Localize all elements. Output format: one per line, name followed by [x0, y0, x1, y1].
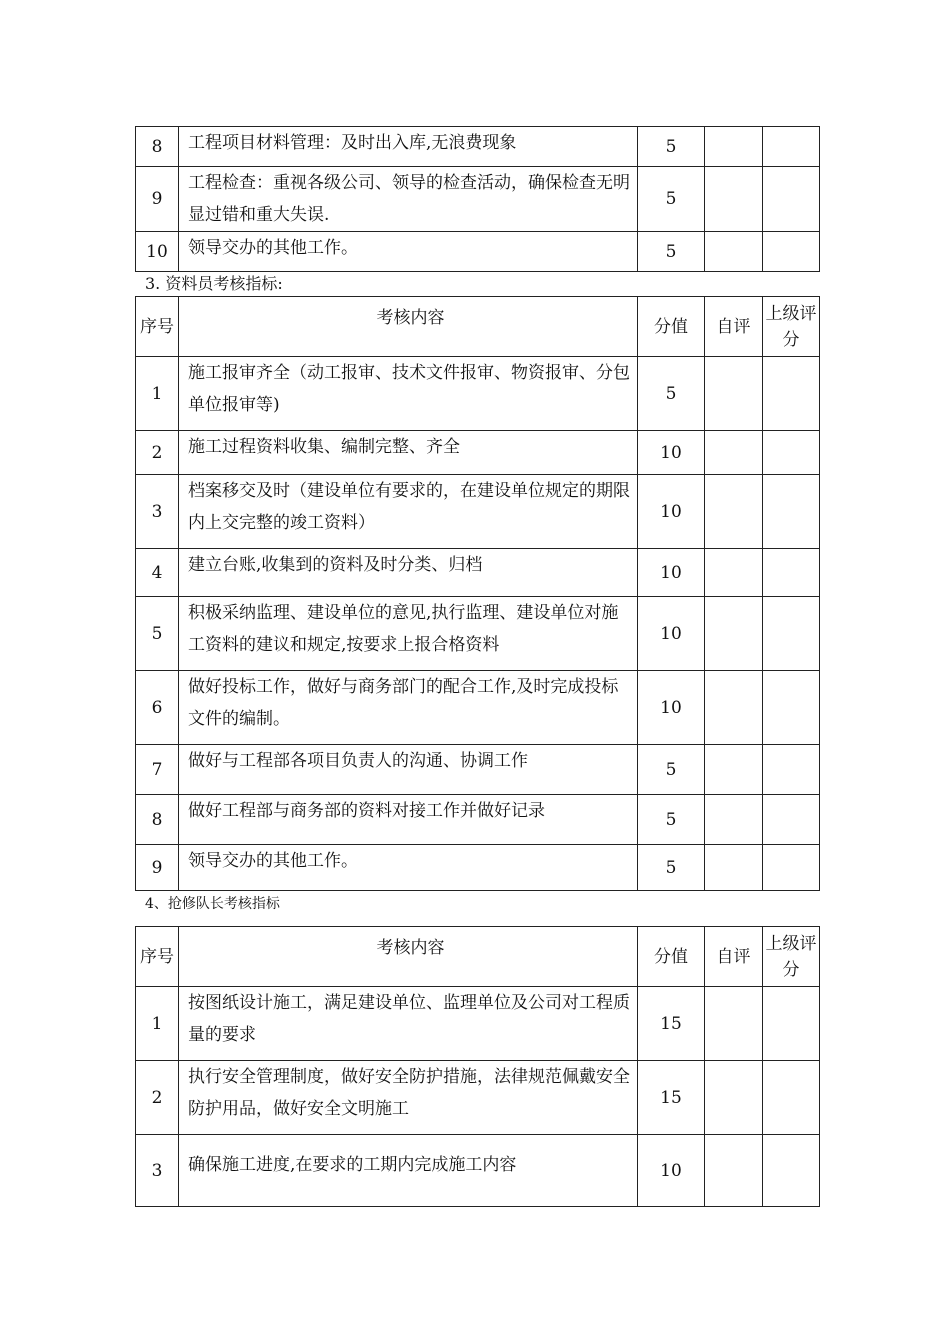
table-row [136, 671, 820, 745]
table-row [136, 987, 820, 1061]
self-score-cell [705, 431, 763, 475]
row-number: 1 [136, 357, 179, 431]
row-content: 做好与工程部各项目负责人的沟通、协调工作 [179, 745, 638, 795]
row-score: 5 [638, 127, 705, 167]
row-number: 8 [136, 795, 179, 845]
header-superior-score: 上级评分 [763, 297, 820, 357]
row-content: 按图纸设计施工，满足建设单位、监理单位及公司对工程质量的要求 [179, 987, 638, 1061]
repair-team-leader-assessment-table [135, 926, 820, 1207]
header-superior-score: 上级评分 [763, 927, 820, 987]
header-self-score: 自评 [705, 297, 763, 357]
header-number: 序号 [136, 927, 179, 987]
row-content: 档案移交及时（建设单位有要求的，在建设单位规定的期限内上交完整的竣工资料） [179, 475, 638, 549]
row-score: 5 [638, 845, 705, 891]
row-score: 10 [638, 597, 705, 671]
header-content: 考核内容 [179, 297, 638, 357]
row-number: 3 [136, 1135, 179, 1207]
row-number: 5 [136, 597, 179, 671]
table-row [136, 549, 820, 597]
table-header-row [136, 927, 820, 987]
table-row [136, 357, 820, 431]
table-row [136, 1061, 820, 1135]
row-score: 10 [638, 475, 705, 549]
section-title-data-clerk: 3. 资料员考核指标: [145, 274, 283, 293]
superior-score-cell [763, 745, 820, 795]
row-score: 10 [638, 671, 705, 745]
self-score-cell [705, 597, 763, 671]
row-content: 确保施工进度,在要求的工期内完成施工内容 [179, 1135, 638, 1207]
self-score-cell [705, 795, 763, 845]
self-score-cell [705, 167, 763, 232]
superior-score-cell [763, 845, 820, 891]
header-self-score: 自评 [705, 927, 763, 987]
row-content: 执行安全管理制度，做好安全防护措施，法律规范佩戴安全防护用品，做好安全文明施工 [179, 1061, 638, 1135]
self-score-cell [705, 357, 763, 431]
row-number: 8 [136, 127, 179, 167]
table-row [136, 1135, 820, 1207]
row-score: 10 [638, 549, 705, 597]
table-row [136, 597, 820, 671]
row-content: 建立台账,收集到的资料及时分类、归档 [179, 549, 638, 597]
row-score: 10 [638, 431, 705, 475]
self-score-cell [705, 127, 763, 167]
row-content: 积极采纳监理、建设单位的意见,执行监理、建设单位对施工资料的建议和规定,按要求上报合格资料 [179, 597, 638, 671]
table-row [136, 167, 820, 232]
superior-score-cell [763, 127, 820, 167]
superior-score-cell [763, 1135, 820, 1207]
superior-score-cell [763, 357, 820, 431]
self-score-cell [705, 1061, 763, 1135]
row-content: 领导交办的其他工作。 [179, 232, 638, 272]
row-number: 10 [136, 232, 179, 272]
data-clerk-assessment-table [135, 296, 820, 891]
table-row [136, 127, 820, 167]
table-header-row [136, 297, 820, 357]
row-score: 5 [638, 357, 705, 431]
self-score-cell [705, 232, 763, 272]
row-content: 做好工程部与商务部的资料对接工作并做好记录 [179, 795, 638, 845]
superior-score-cell [763, 671, 820, 745]
row-number: 3 [136, 475, 179, 549]
table-row [136, 232, 820, 272]
row-number: 1 [136, 987, 179, 1061]
superior-score-cell [763, 549, 820, 597]
row-content: 领导交办的其他工作。 [179, 845, 638, 891]
self-score-cell [705, 987, 763, 1061]
row-number: 9 [136, 845, 179, 891]
row-content: 工程项目材料管理：及时出入库,无浪费现象 [179, 127, 638, 167]
row-number: 7 [136, 745, 179, 795]
superior-score-cell [763, 795, 820, 845]
row-score: 5 [638, 167, 705, 232]
self-score-cell [705, 475, 763, 549]
self-score-cell [705, 745, 763, 795]
header-score: 分值 [638, 297, 705, 357]
row-score: 5 [638, 232, 705, 272]
superior-score-cell [763, 167, 820, 232]
row-score: 15 [638, 1061, 705, 1135]
header-score: 分值 [638, 927, 705, 987]
self-score-cell [705, 549, 763, 597]
superior-score-cell [763, 597, 820, 671]
self-score-cell [705, 671, 763, 745]
row-number: 2 [136, 1061, 179, 1135]
self-score-cell [705, 845, 763, 891]
superior-score-cell [763, 431, 820, 475]
assessment-table-continued [135, 126, 820, 272]
row-score: 5 [638, 745, 705, 795]
row-content: 施工报审齐全（动工报审、技术文件报审、物资报审、分包单位报审等) [179, 357, 638, 431]
self-score-cell [705, 1135, 763, 1207]
superior-score-cell [763, 475, 820, 549]
table-row [136, 475, 820, 549]
row-score: 15 [638, 987, 705, 1061]
row-score: 5 [638, 795, 705, 845]
superior-score-cell [763, 1061, 820, 1135]
row-content: 工程检查：重视各级公司、领导的检查活动，确保检查无明显过错和重大失误. [179, 167, 638, 232]
row-content: 做好投标工作，做好与商务部门的配合工作,及时完成投标文件的编制。 [179, 671, 638, 745]
row-number: 4 [136, 549, 179, 597]
header-content: 考核内容 [179, 927, 638, 987]
row-number: 9 [136, 167, 179, 232]
table-row [136, 795, 820, 845]
table-row [136, 745, 820, 795]
table-row [136, 845, 820, 891]
header-number: 序号 [136, 297, 179, 357]
table-row [136, 431, 820, 475]
row-number: 2 [136, 431, 179, 475]
row-number: 6 [136, 671, 179, 745]
superior-score-cell [763, 987, 820, 1061]
row-content: 施工过程资料收集、编制完整、齐全 [179, 431, 638, 475]
superior-score-cell [763, 232, 820, 272]
row-score: 10 [638, 1135, 705, 1207]
section-title-repair-team-leader: 4、抢修队长考核指标 [145, 896, 280, 912]
